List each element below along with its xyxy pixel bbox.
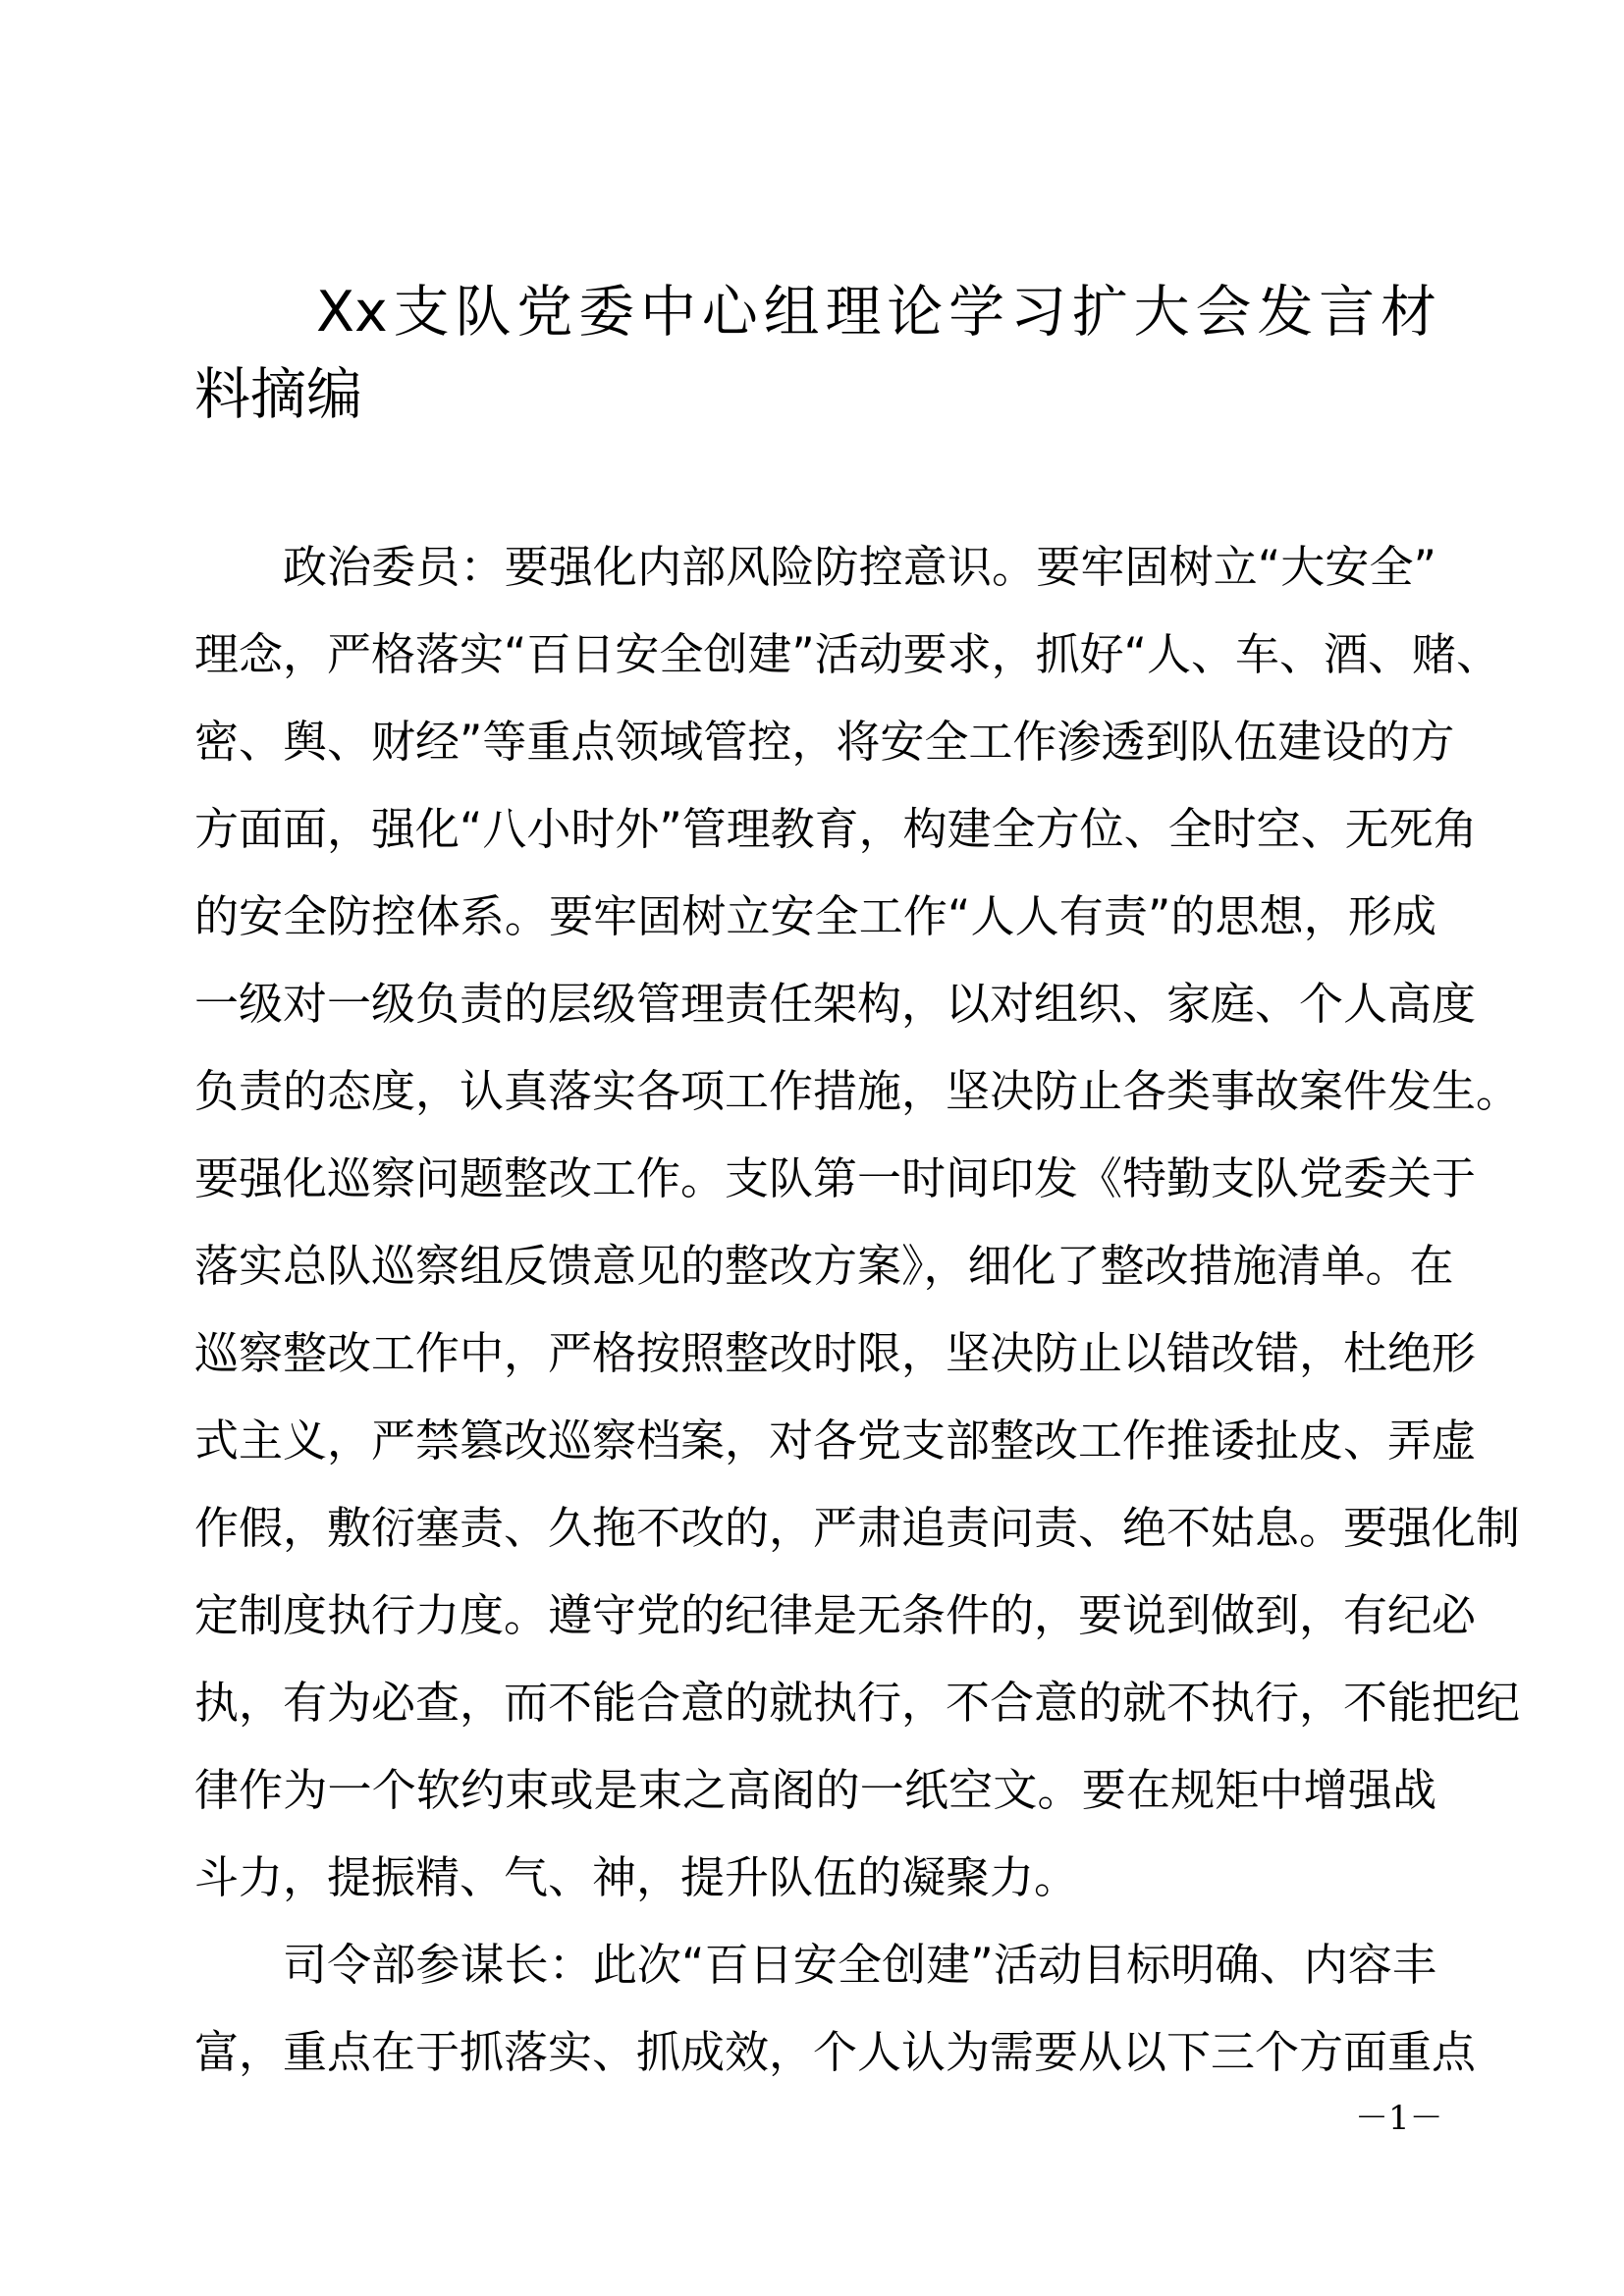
text-line: 要强化巡察问题整改工作。支队第一时间印发《特勤支队党委关于 bbox=[194, 1152, 1477, 1204]
text-line: 巡察整改工作中，严格按照整改时限，坚决防止以错改错，杜绝形 bbox=[194, 1327, 1477, 1379]
text-line: 律作为一个软约束或是束之高阁的一纸空文。要在规矩中增强战 bbox=[194, 1764, 1436, 1816]
document-body bbox=[194, 523, 1521, 2096]
document-title-line-2: 料摘编 bbox=[194, 362, 362, 427]
text-line: 的安全防控体系。要牢固树立安全工作“人人有责”的思想，形成 bbox=[194, 890, 1436, 942]
text-line: 密、舆、财经”等重点领域管控，将安全工作渗透到队伍建设的方 bbox=[194, 716, 1455, 768]
text-line: 斗力，提振精、气、神，提升队伍的凝聚力。 bbox=[194, 1851, 1079, 1903]
text-line: 执，有为必查，而不能合意的就执行，不合意的就不执行，不能把纪 bbox=[194, 1677, 1521, 1729]
text-line: 落实总队巡察组反馈意见的整改方案》，细化了整改措施清单。在 bbox=[194, 1240, 1454, 1292]
text-line: 定制度执行力度。遵守党的纪律是无条件的，要说到做到，有纪必 bbox=[194, 1589, 1477, 1641]
text-line: 政治委员：要强化内部风险防控意识。要牢固树立“大安全” bbox=[283, 541, 1436, 593]
text-line: 一级对一级负责的层级管理责任架构，以对组织、家庭、个人高度 bbox=[194, 978, 1477, 1030]
paragraph-chief-of-staff bbox=[194, 1921, 1477, 2096]
text-line: 方面面，强化“八小时外”管理教育，构建全方位、全时空、无死角 bbox=[194, 803, 1478, 855]
page-number: －1－ bbox=[1355, 2099, 1443, 2138]
text-line: 司令部参谋长：此次“百日安全创建”活动目标明确、内容丰 bbox=[283, 1939, 1436, 1991]
text-line: 富，重点在于抓落实、抓成效，个人认为需要从以下三个方面重点 bbox=[194, 2026, 1477, 2078]
paragraph-political-commissar bbox=[194, 523, 1521, 1921]
text-line: 负责的态度，认真落实各项工作措施，坚决防止各类事故案件发生。 bbox=[194, 1065, 1521, 1117]
document-title-line-1: Xx支队党委中心组理论学习扩大会发言材 bbox=[316, 280, 1436, 345]
text-line: 作假，敷衍塞责、久拖不改的，严肃追责问责、绝不姑息。要强化制 bbox=[194, 1502, 1521, 1554]
text-line: 理念，严格落实“百日安全创建”活动要求，抓好“人、车、酒、赌、 bbox=[194, 628, 1500, 680]
text-line: 式主义，严禁篡改巡察档案，对各党支部整改工作推诿扯皮、弄虚 bbox=[194, 1415, 1477, 1467]
